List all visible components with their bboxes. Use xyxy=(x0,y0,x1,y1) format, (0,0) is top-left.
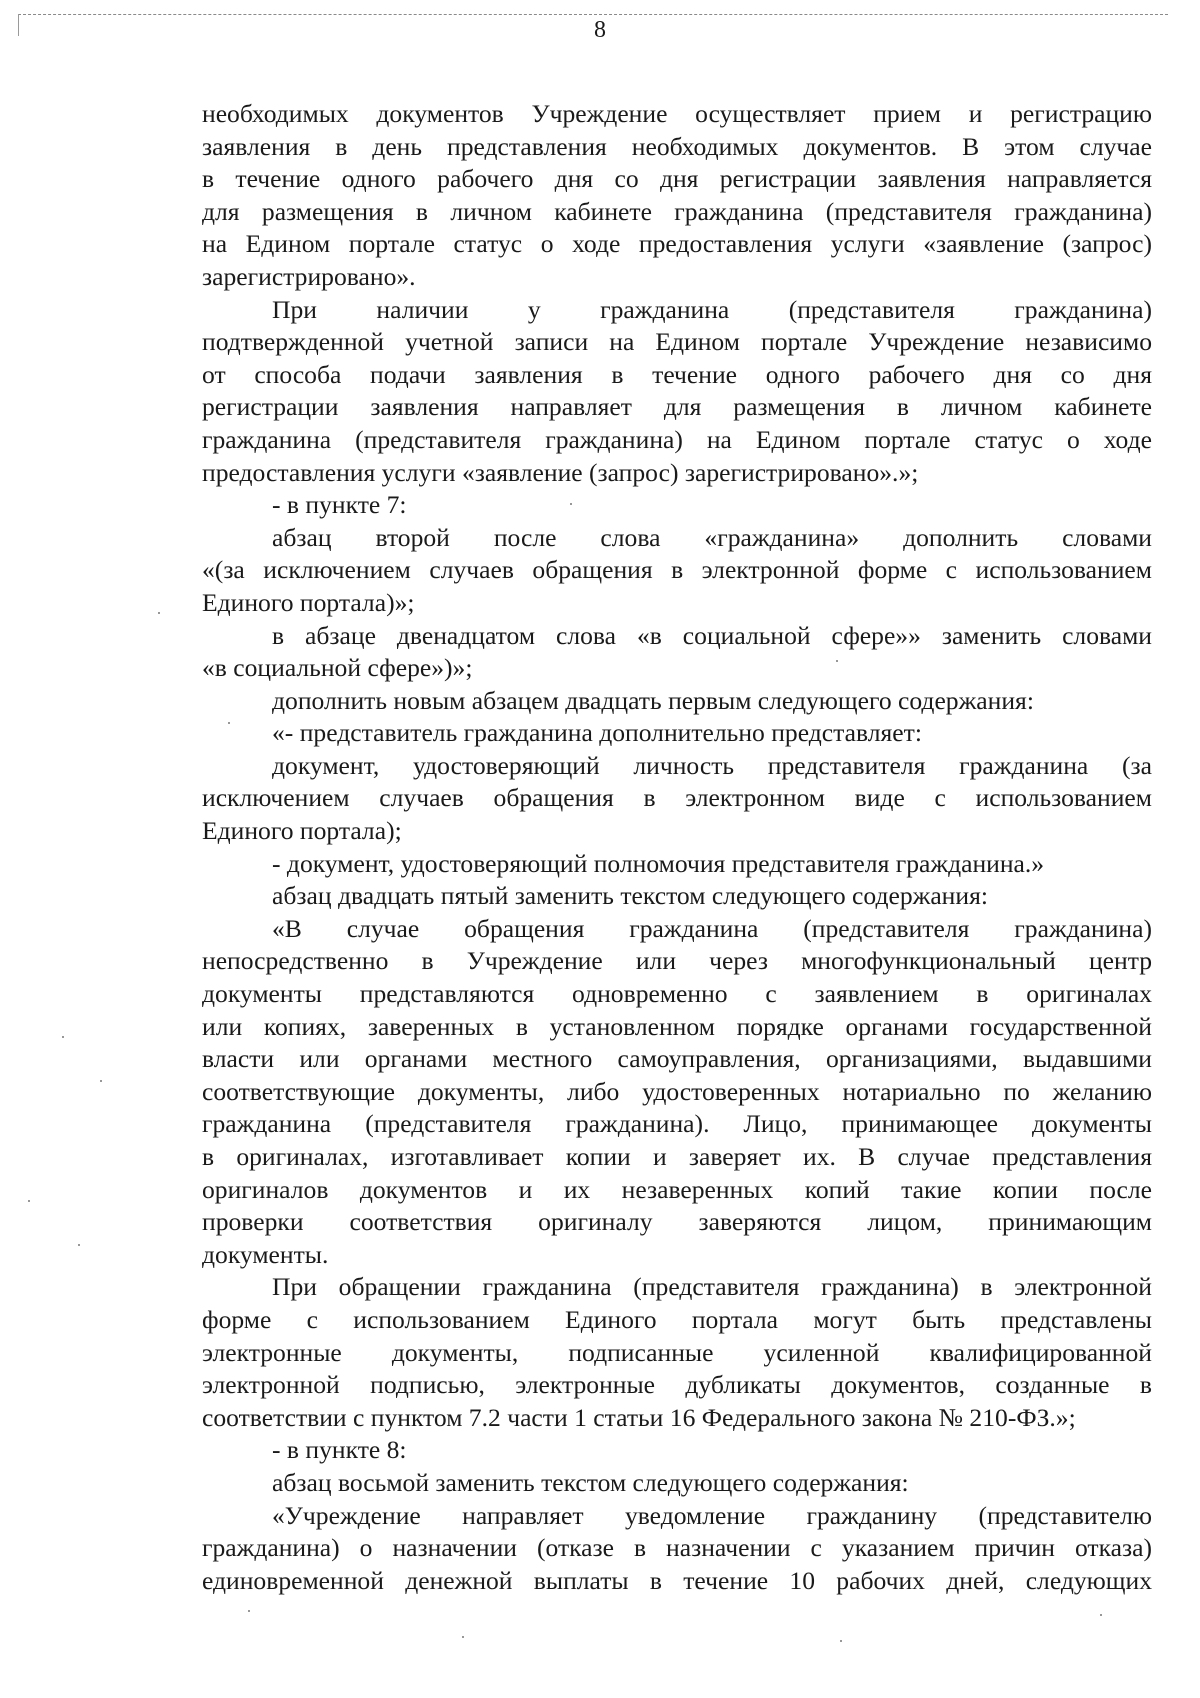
text-line: непосредственно в Учреждение или через многофункциональный центр xyxy=(202,946,1152,976)
scan-speck xyxy=(28,1200,30,1202)
text-line: «(за исключением случаев обращения в электронной форме с использованием xyxy=(202,555,1152,585)
text-line: - документ, удостоверяющий полномочия представителя гражданина.» xyxy=(272,848,1045,878)
text-line: При обращении гражданина (представителя гражданина) в электронной xyxy=(272,1272,1152,1302)
scan-edge-top xyxy=(18,14,1168,15)
text-line: на Едином портале статус о ходе предоставления услуги «заявление (запрос) xyxy=(202,229,1152,259)
text-line: в течение одного рабочего дня со дня регистрации заявления направляется xyxy=(202,164,1152,194)
scan-speck xyxy=(1100,1614,1102,1616)
text-line: абзац второй после слова «гражданина» дополнить словами xyxy=(272,522,1152,552)
text-line: подтвержденной учетной записи на Едином портале Учреждение независимо xyxy=(202,327,1152,357)
text-line: исключением случаев обращения в электронном виде с использованием xyxy=(202,783,1152,813)
text-line: документы. xyxy=(202,1239,329,1269)
text-line: регистрации заявления направляет для размещения в личном кабинете xyxy=(202,392,1152,422)
text-line: необходимых документов Учреждение осуществляет прием и регистрацию xyxy=(202,99,1152,128)
text-line: гражданина (представителя гражданина). Лицо, принимающее документы xyxy=(202,1109,1152,1139)
text-line: соответствующие документы, либо удостоверенных нотариально по желанию xyxy=(202,1076,1152,1106)
text-line: дополнить новым абзацем двадцать первым следующего содержания: xyxy=(272,685,1034,715)
text-line: для размещения в личном кабинете гражданина (представителя гражданина) xyxy=(202,196,1152,226)
text-line: зарегистрировано». xyxy=(202,261,416,291)
text-line: документы представляются одновременно с заявлением в оригиналах xyxy=(202,979,1152,1009)
scan-speck xyxy=(100,1080,102,1082)
text-line: или копиях, заверенных в установленном порядке органами государственной xyxy=(202,1011,1152,1041)
scan-speck xyxy=(78,1244,80,1246)
document-body xyxy=(202,98,1152,1597)
text-line: заявления в день представления необходимых документов. В этом случае xyxy=(202,131,1152,161)
scan-speck xyxy=(836,660,838,662)
text-line: гражданина (представителя гражданина) на Едином портале статус о ходе xyxy=(202,424,1152,454)
text-line: гражданина) о назначении (отказе в назначении с указанием причин отказа) xyxy=(202,1533,1152,1563)
text-line: Единого портала); xyxy=(202,816,402,846)
text-line: единовременной денежной выплаты в течение 10 рабочих дней, следующих xyxy=(202,1565,1152,1595)
text-line: в абзаце двенадцатом слова «в социальной сфере»» заменить словами xyxy=(272,620,1152,650)
scan-speck xyxy=(462,1636,464,1638)
text-line: предоставления услуги «заявление (запрос) зарегистрировано».»; xyxy=(202,457,919,487)
scan-speck xyxy=(248,1610,250,1612)
text-line: от способа подачи заявления в течение одного рабочего дня со дня xyxy=(202,359,1152,389)
text-line: - в пункте 7: xyxy=(272,490,407,520)
text-line: абзац восьмой заменить текстом следующего содержания: xyxy=(272,1467,909,1497)
scan-speck xyxy=(570,503,572,505)
text-line: «Учреждение направляет уведомление гражданину (представителю xyxy=(272,1500,1152,1530)
text-line: соответствии с пунктом 7.2 части 1 статьи 16 Федерального закона № 210-ФЗ.»; xyxy=(202,1402,1076,1432)
text-line: власти или органами местного самоуправления, организациями, выдавшими xyxy=(202,1044,1152,1074)
text-line: При наличии у гражданина (представителя гражданина) xyxy=(272,294,1152,324)
text-line: «В случае обращения гражданина (представителя гражданина) xyxy=(272,913,1152,943)
text-line: оригиналов документов и их незаверенных копий такие копии после xyxy=(202,1174,1152,1204)
text-line: электронные документы, подписанные усиленной квалифицированной xyxy=(202,1337,1152,1367)
text-line: «в социальной сфере»)»; xyxy=(202,653,473,683)
text-line: «- представитель гражданина дополнительно представляет: xyxy=(272,718,922,748)
scan-speck xyxy=(228,722,230,724)
scan-speck xyxy=(62,1036,64,1038)
text-line: абзац двадцать пятый заменить текстом следующего содержания: xyxy=(272,881,988,911)
text-line: электронной подписью, электронные дубликаты документов, созданные в xyxy=(202,1370,1152,1400)
text-line: проверки соответствия оригиналу заверяются лицом, принимающим xyxy=(202,1207,1152,1237)
text-line: в оригиналах, изготавливает копии и заверяет их. В случае представления xyxy=(202,1142,1152,1171)
scan-speck xyxy=(158,612,160,614)
text-line: документ, удостоверяющий личность представителя гражданина (за xyxy=(272,750,1152,780)
page-number: 8 xyxy=(594,17,606,43)
text-line: - в пункте 8: xyxy=(272,1435,407,1465)
text-line: Единого портала)»; xyxy=(202,587,415,617)
scan-speck xyxy=(840,1640,842,1642)
text-line: форме с использованием Единого портала могут быть представлены xyxy=(202,1304,1152,1334)
